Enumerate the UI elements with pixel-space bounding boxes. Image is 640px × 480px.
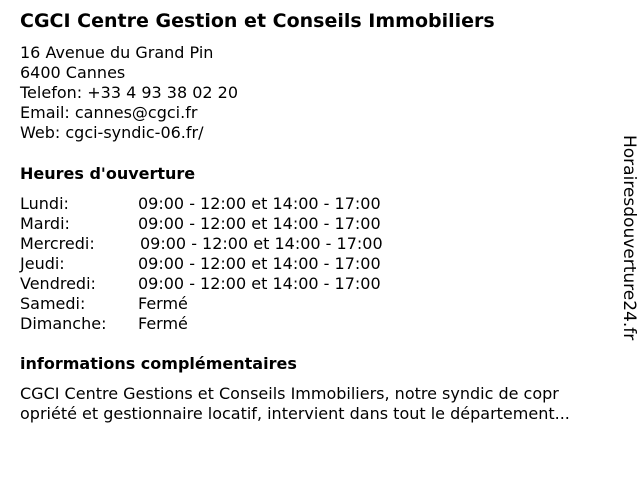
time-range: 09:00 - 12:00 et 14:00 - 17:00: [138, 214, 381, 233]
site-watermark: Horairesdouverture24.fr: [619, 135, 639, 341]
day-label: Mardi:: [20, 214, 70, 233]
hours-row: [20, 194, 383, 214]
day-label: Lundi:: [20, 194, 69, 213]
city: 6400 Cannes: [20, 63, 126, 82]
day-label: Dimanche:: [20, 314, 107, 333]
hours-row: [20, 214, 383, 234]
time-range: 09:00 - 12:00 et 14:00 - 17:00: [138, 194, 381, 213]
day-label: Jeudi:: [20, 254, 65, 273]
info-line: opriété et gestionnaire locatif, intervient dans tout le département...: [20, 404, 570, 423]
hours-heading: Heures d'ouverture: [20, 164, 196, 183]
time-range: 09:00 - 12:00 et 14:00 - 17:00: [140, 234, 383, 253]
email-address[interactable]: Email: cannes@cgci.fr: [20, 103, 198, 122]
time-range: Fermé: [138, 294, 188, 313]
street-address: 16 Avenue du Grand Pin: [20, 43, 214, 62]
info-line: CGCI Centre Gestions et Conseils Immobiliers, notre syndic de copr: [20, 384, 559, 403]
time-range: 09:00 - 12:00 et 14:00 - 17:00: [138, 274, 381, 293]
hours-table: [20, 194, 383, 334]
day-label: Mercredi:: [20, 234, 95, 253]
phone-number[interactable]: Telefon: +33 4 93 38 02 20: [20, 83, 239, 102]
hours-row: [20, 294, 383, 314]
hours-row: [20, 314, 383, 334]
day-label: Vendredi:: [20, 274, 96, 293]
address-block: [20, 43, 238, 143]
hours-row: [20, 274, 383, 294]
time-range: 09:00 - 12:00 et 14:00 - 17:00: [138, 254, 381, 273]
hours-row: [20, 234, 383, 254]
business-name: CGCI Centre Gestion et Conseils Immobiliers: [20, 10, 495, 32]
website-link[interactable]: Web: cgci-syndic-06.fr/: [20, 123, 204, 142]
info-heading: informations complémentaires: [20, 354, 297, 373]
hours-row: [20, 254, 383, 274]
info-text: [20, 384, 620, 424]
time-range: Fermé: [138, 314, 188, 333]
day-label: Samedi:: [20, 294, 86, 313]
